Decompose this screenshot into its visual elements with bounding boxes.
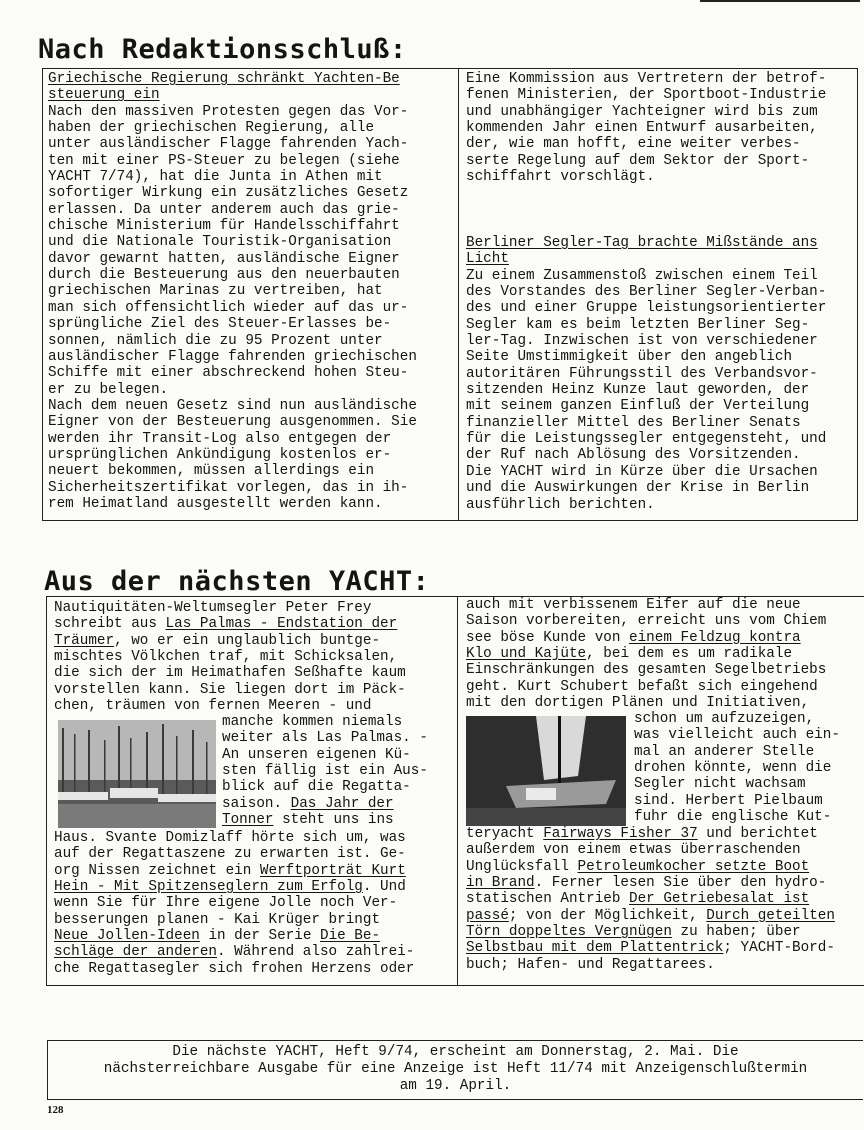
text-line — [54, 830, 414, 846]
text-line: autoritären Führungsstil des Verbandsvor- — [466, 365, 818, 382]
text-line: sonnen, nämlich die zu 95 Prozent unter — [48, 332, 383, 349]
text-line: rem Heimatland ausgestellt werden kann. — [48, 495, 383, 512]
preview-left-bottom — [54, 830, 414, 977]
notice-line: am 19. April. — [399, 1078, 512, 1094]
text-segment: fuhr die englische Kut- — [634, 809, 832, 826]
text-segment: Haus. Svante Domizlaff hörte sich um, was — [54, 830, 406, 846]
article-reference: Der Getriebesalat ist — [629, 891, 810, 908]
text-segment: , bei dem es um radikale — [586, 646, 793, 663]
text-line: unter ausländischer Flagge fahrenden Yach- — [48, 136, 409, 153]
text-segment: vorstellen kann. Sie liegen dort im Päck- — [54, 681, 406, 698]
text-segment: was vielleicht auch ein- — [634, 727, 840, 744]
text-line: ten mit einer PS-Steuer zu belegen (siehe — [48, 152, 400, 169]
text-segment: manche kommen niemals — [222, 714, 403, 730]
article-reference: Das Jahr der — [290, 795, 394, 812]
notice-line: Die nächste YACHT, Heft 9/74, erscheint am Donnerstag, 2. Mai. Die — [172, 1044, 739, 1060]
column-divider — [458, 69, 459, 520]
text-line — [466, 891, 835, 907]
text-line — [54, 928, 414, 944]
text-line: erlassen. Da unter anderem auch das grie- — [48, 201, 400, 218]
text-segment: mit den dortigen Plänen und Initiativen, — [466, 695, 810, 712]
article-reference: Träumer — [54, 632, 115, 649]
text-line — [54, 961, 414, 977]
text-line — [222, 796, 428, 812]
text-line — [466, 646, 826, 662]
text-segment: Nautiquitäten-Weltumsegler Peter Frey — [54, 600, 372, 616]
sailboats-photo — [58, 720, 216, 828]
text-segment: sind. Herbert Pielbaum — [634, 792, 823, 809]
text-line — [222, 730, 428, 746]
text-line: fenen Ministerien, der Sportboot-Industrie — [466, 87, 827, 104]
text-line: und unabhängiger Yachteigner wird bis zum — [466, 103, 818, 120]
article-greek-tax — [48, 71, 417, 512]
text-line — [54, 895, 414, 911]
text-line — [466, 679, 826, 695]
text-segment: die sich der im Heimathafen Seßhafte kaum — [54, 665, 406, 682]
text-line — [54, 665, 406, 681]
text-line — [54, 633, 406, 649]
text-line — [634, 760, 840, 776]
text-segment: außerdem von einem etwas überraschenden — [466, 842, 801, 859]
text-line — [54, 649, 406, 665]
text-line — [54, 600, 406, 616]
article-reference: Die Be- — [319, 928, 381, 945]
text-segment: ; von der Möglichkeit, — [508, 907, 707, 924]
text-line — [466, 630, 826, 646]
text-segment: geht. Kurt Schubert befaßt sich eingehend — [466, 678, 818, 695]
article-reference: Tonner — [222, 812, 274, 829]
text-segment: Segler nicht wachsam — [634, 776, 806, 793]
text-line — [634, 793, 840, 809]
text-segment: steht uns ins — [273, 812, 394, 829]
text-segment: Saison vorbereiten, erreicht uns vom Chiem — [466, 613, 827, 630]
text-line: für die Leistungssegler entgegensteht, und — [466, 431, 827, 448]
article-title: Griechische Regierung schränkt Yachten-Be — [48, 71, 400, 87]
text-segment: zu haben; über — [671, 924, 801, 941]
article-commission — [466, 71, 826, 185]
text-segment: org Nissen zeichnet ein — [54, 862, 260, 879]
text-line: der, wie man hofft, eine weiter verbes- — [466, 136, 801, 153]
text-line: ausführlich berichten. — [466, 496, 655, 513]
text-line: YACHT 7/74), hat die Junta in Athen mit — [48, 169, 383, 186]
text-line: sitzenden Heinz Kunze laut geworden, der — [466, 382, 810, 399]
section-heading-next-issue: Aus der nächsten YACHT: — [44, 566, 430, 597]
text-line — [54, 879, 414, 895]
text-line: haben der griechischen Regierung, alle — [48, 120, 375, 137]
text-line — [54, 698, 406, 714]
text-line — [466, 875, 835, 891]
text-segment: weiter als Las Palmas. - — [222, 730, 428, 747]
text-line: werden ihr Transit-Log also entgegen der — [48, 430, 392, 447]
text-segment: wenn Sie für Ihre eigene Jolle noch Ver- — [54, 895, 398, 912]
text-segment: in der Serie — [199, 928, 320, 945]
text-line — [222, 763, 428, 779]
text-line: Segler kam es beim letzten Berliner Seg- — [466, 316, 810, 333]
page-number: 128 — [47, 1104, 64, 1116]
article-reference: in Brand — [466, 875, 535, 892]
text-line: davor gewarnt hatten, ausländische Eigner — [48, 250, 400, 267]
text-line — [54, 863, 414, 879]
text-line — [54, 846, 414, 862]
text-segment: drohen könnte, wenn die — [634, 760, 832, 777]
text-segment: che Regattasegler sich frohen Herzens oder — [54, 960, 415, 977]
text-segment: blick auf die Regatta- — [222, 779, 411, 796]
text-line — [222, 779, 428, 795]
text-segment: Einschränkungen des gesamten Segelbetriebs — [466, 662, 827, 679]
text-line — [54, 682, 406, 698]
text-line — [466, 924, 835, 940]
article-reference: Werftporträt Kurt — [259, 862, 406, 879]
next-issue-notice — [47, 1040, 863, 1100]
article-title: steuerung ein — [48, 87, 160, 104]
article-reference: einem Feldzug kontra — [629, 629, 801, 646]
text-line — [634, 727, 840, 743]
text-line: griechischen Marinas zu vertreiben, hat — [48, 283, 383, 300]
text-line: sprüngliche Ziel des Steuer-Erlasses be- — [48, 316, 392, 333]
text-segment: . Ferner lesen Sie über den hydro- — [534, 875, 827, 892]
text-segment: auch mit verbissenem Eifer auf die neue — [466, 597, 801, 613]
text-line — [466, 940, 835, 956]
text-segment: . Und — [362, 879, 406, 896]
text-line — [466, 826, 835, 842]
article-reference: Durch geteilten — [706, 907, 835, 924]
text-line: finanzieller Mittel des Berliner Senats — [466, 414, 801, 431]
text-line: chische Ministerium für Handelsschiffahrt — [48, 218, 400, 235]
text-line — [54, 944, 414, 960]
text-segment: saison. — [222, 795, 291, 812]
text-line — [466, 842, 835, 858]
text-line — [466, 957, 835, 973]
text-line — [54, 912, 414, 928]
article-reference: Las Palmas - Endstation der — [165, 616, 398, 633]
text-line: Nach den massiven Protesten gegen das Vor- — [48, 103, 409, 120]
article-reference: Selbstbau mit dem Plattentrick — [466, 940, 724, 957]
text-line: des und einer Gruppe leistungsorientierter — [466, 300, 827, 317]
article-reference: Neue Jollen-Ideen — [54, 928, 200, 945]
text-line — [466, 662, 826, 678]
text-line: ler-Tag. Inzwischen ist von verschiedener — [466, 333, 818, 350]
text-line — [54, 616, 406, 632]
text-line: der Ruf nach Ablösung des Vorsitzenden. — [466, 447, 801, 464]
preview-right-top — [466, 597, 826, 711]
text-segment: mischtes Völkchen traf, mit Schicksalen, — [54, 649, 398, 666]
text-line: Eine Kommission aus Vertretern der betrof- — [466, 71, 827, 87]
article-reference: Törn doppeltes Vergnügen — [466, 924, 672, 941]
text-segment: ; YACHT-Bord- — [723, 940, 835, 957]
article-reference: Hein - Mit Spitzenseglern zum Erfolg — [54, 879, 363, 896]
article-reference: Petroleumkocher setzte Boot — [577, 858, 810, 875]
text-line: durch die Besteuerung aus den neuerbauten — [48, 267, 400, 284]
text-line: schiffahrt vorschlägt. — [466, 169, 655, 186]
text-line: ursprünglichen Ankündigung kostenlos er- — [48, 446, 392, 463]
text-line: Seite Umstimmigkeit über den angeblich — [466, 349, 793, 366]
section-heading-editorial-deadline: Nach Redaktionsschluß: — [38, 34, 407, 65]
text-line: man sich offensichtlich wieder auf das ur- — [48, 299, 409, 316]
text-segment: teryacht — [466, 826, 544, 842]
notice-line: nächsterreichbare Ausgabe für eine Anzeige ist Heft 11/74 mit Anzeigenschlußtermin — [103, 1061, 808, 1077]
text-line: und die Nationale Touristik-Organisation — [48, 234, 392, 251]
text-line: er zu belegen. — [48, 381, 169, 398]
text-segment: An unseren eigenen Kü- — [222, 746, 411, 763]
text-line — [634, 744, 840, 760]
top-rule — [700, 0, 860, 2]
text-line: mit seinem ganzen Einfluß der Verteilung — [466, 398, 810, 415]
text-line: ausländischer Flagge fahrenden griechischen — [48, 348, 417, 365]
text-line: serte Regelung auf dem Sektor der Sport- — [466, 152, 810, 169]
text-segment: sten fällig ist ein Aus- — [222, 763, 428, 780]
text-line: und die Auswirkungen der Krise in Berlin — [466, 480, 810, 497]
column-divider — [457, 597, 458, 985]
text-segment: auf der Regattaszene zu erwarten ist. Ge- — [54, 846, 406, 863]
text-segment: mal an anderer Stelle — [634, 743, 815, 760]
text-line — [466, 613, 826, 629]
text-line — [466, 695, 826, 711]
preview-right-bottom — [466, 826, 835, 973]
text-line: des Vorstandes des Berliner Segler-Verban- — [466, 284, 827, 301]
text-line: Eigner von der Besteuerung ausgenommen. Sie — [48, 414, 417, 431]
article-berlin-sailors — [466, 235, 826, 513]
text-line: neuert bekommen, müssen allerdings ein — [48, 463, 375, 480]
text-line — [222, 714, 428, 730]
text-segment: see böse Kunde von — [466, 629, 630, 646]
text-segment: buch; Hafen- und Regattarees. — [466, 956, 715, 973]
preview-right-beside-photo — [634, 711, 840, 825]
text-line — [466, 859, 835, 875]
text-line: sofortiger Wirkung ein zusätzliches Gesetz — [48, 185, 409, 202]
article-title: Licht — [466, 251, 509, 268]
article-reference: Klo und Kajüte — [466, 646, 587, 663]
text-line — [222, 812, 428, 828]
text-line — [634, 776, 840, 792]
text-segment: , wo er ein unglaublich buntge- — [114, 632, 381, 649]
article-title: Berliner Segler-Tag brachte Mißstände ans — [466, 235, 818, 251]
article-reference: passé — [466, 907, 509, 924]
text-line — [222, 747, 428, 763]
text-line: Sicherheitszertifikat vorlegen, das in ih- — [48, 479, 409, 496]
text-line: Schiffe mit einer abschreckend hohen Steu- — [48, 365, 409, 382]
text-segment: Unglücksfall — [466, 858, 578, 875]
article-reference: schläge der anderen — [54, 944, 218, 961]
text-segment: schon um aufzuzeigen, — [634, 711, 815, 727]
text-line — [634, 809, 840, 825]
text-line: kommenden Jahr einen Entwurf ausarbeiten, — [466, 120, 818, 137]
text-segment: und berichtet — [697, 826, 818, 842]
article-reference: Fairways Fisher 37 — [543, 826, 698, 842]
text-line — [466, 597, 826, 613]
text-line — [634, 711, 840, 727]
text-segment: besserungen planen - Kai Krüger bringt — [54, 911, 381, 928]
text-segment: . Während also zahlrei- — [217, 944, 415, 961]
text-line — [466, 908, 835, 924]
text-segment: chen, träumen von fernen Meeren - und — [54, 698, 372, 715]
preview-left-beside-photo — [222, 714, 428, 828]
cutter-yacht-photo — [466, 716, 626, 826]
text-segment: statischen Antrieb — [466, 891, 630, 908]
text-line: Nach dem neuen Gesetz sind nun ausländische — [48, 397, 417, 414]
preview-left-top — [54, 600, 406, 714]
text-segment: schreibt aus — [54, 616, 166, 633]
text-line: Zu einem Zusammenstoß zwischen einem Teil — [466, 267, 818, 284]
text-line: Die YACHT wird in Kürze über die Ursachen — [466, 463, 818, 480]
